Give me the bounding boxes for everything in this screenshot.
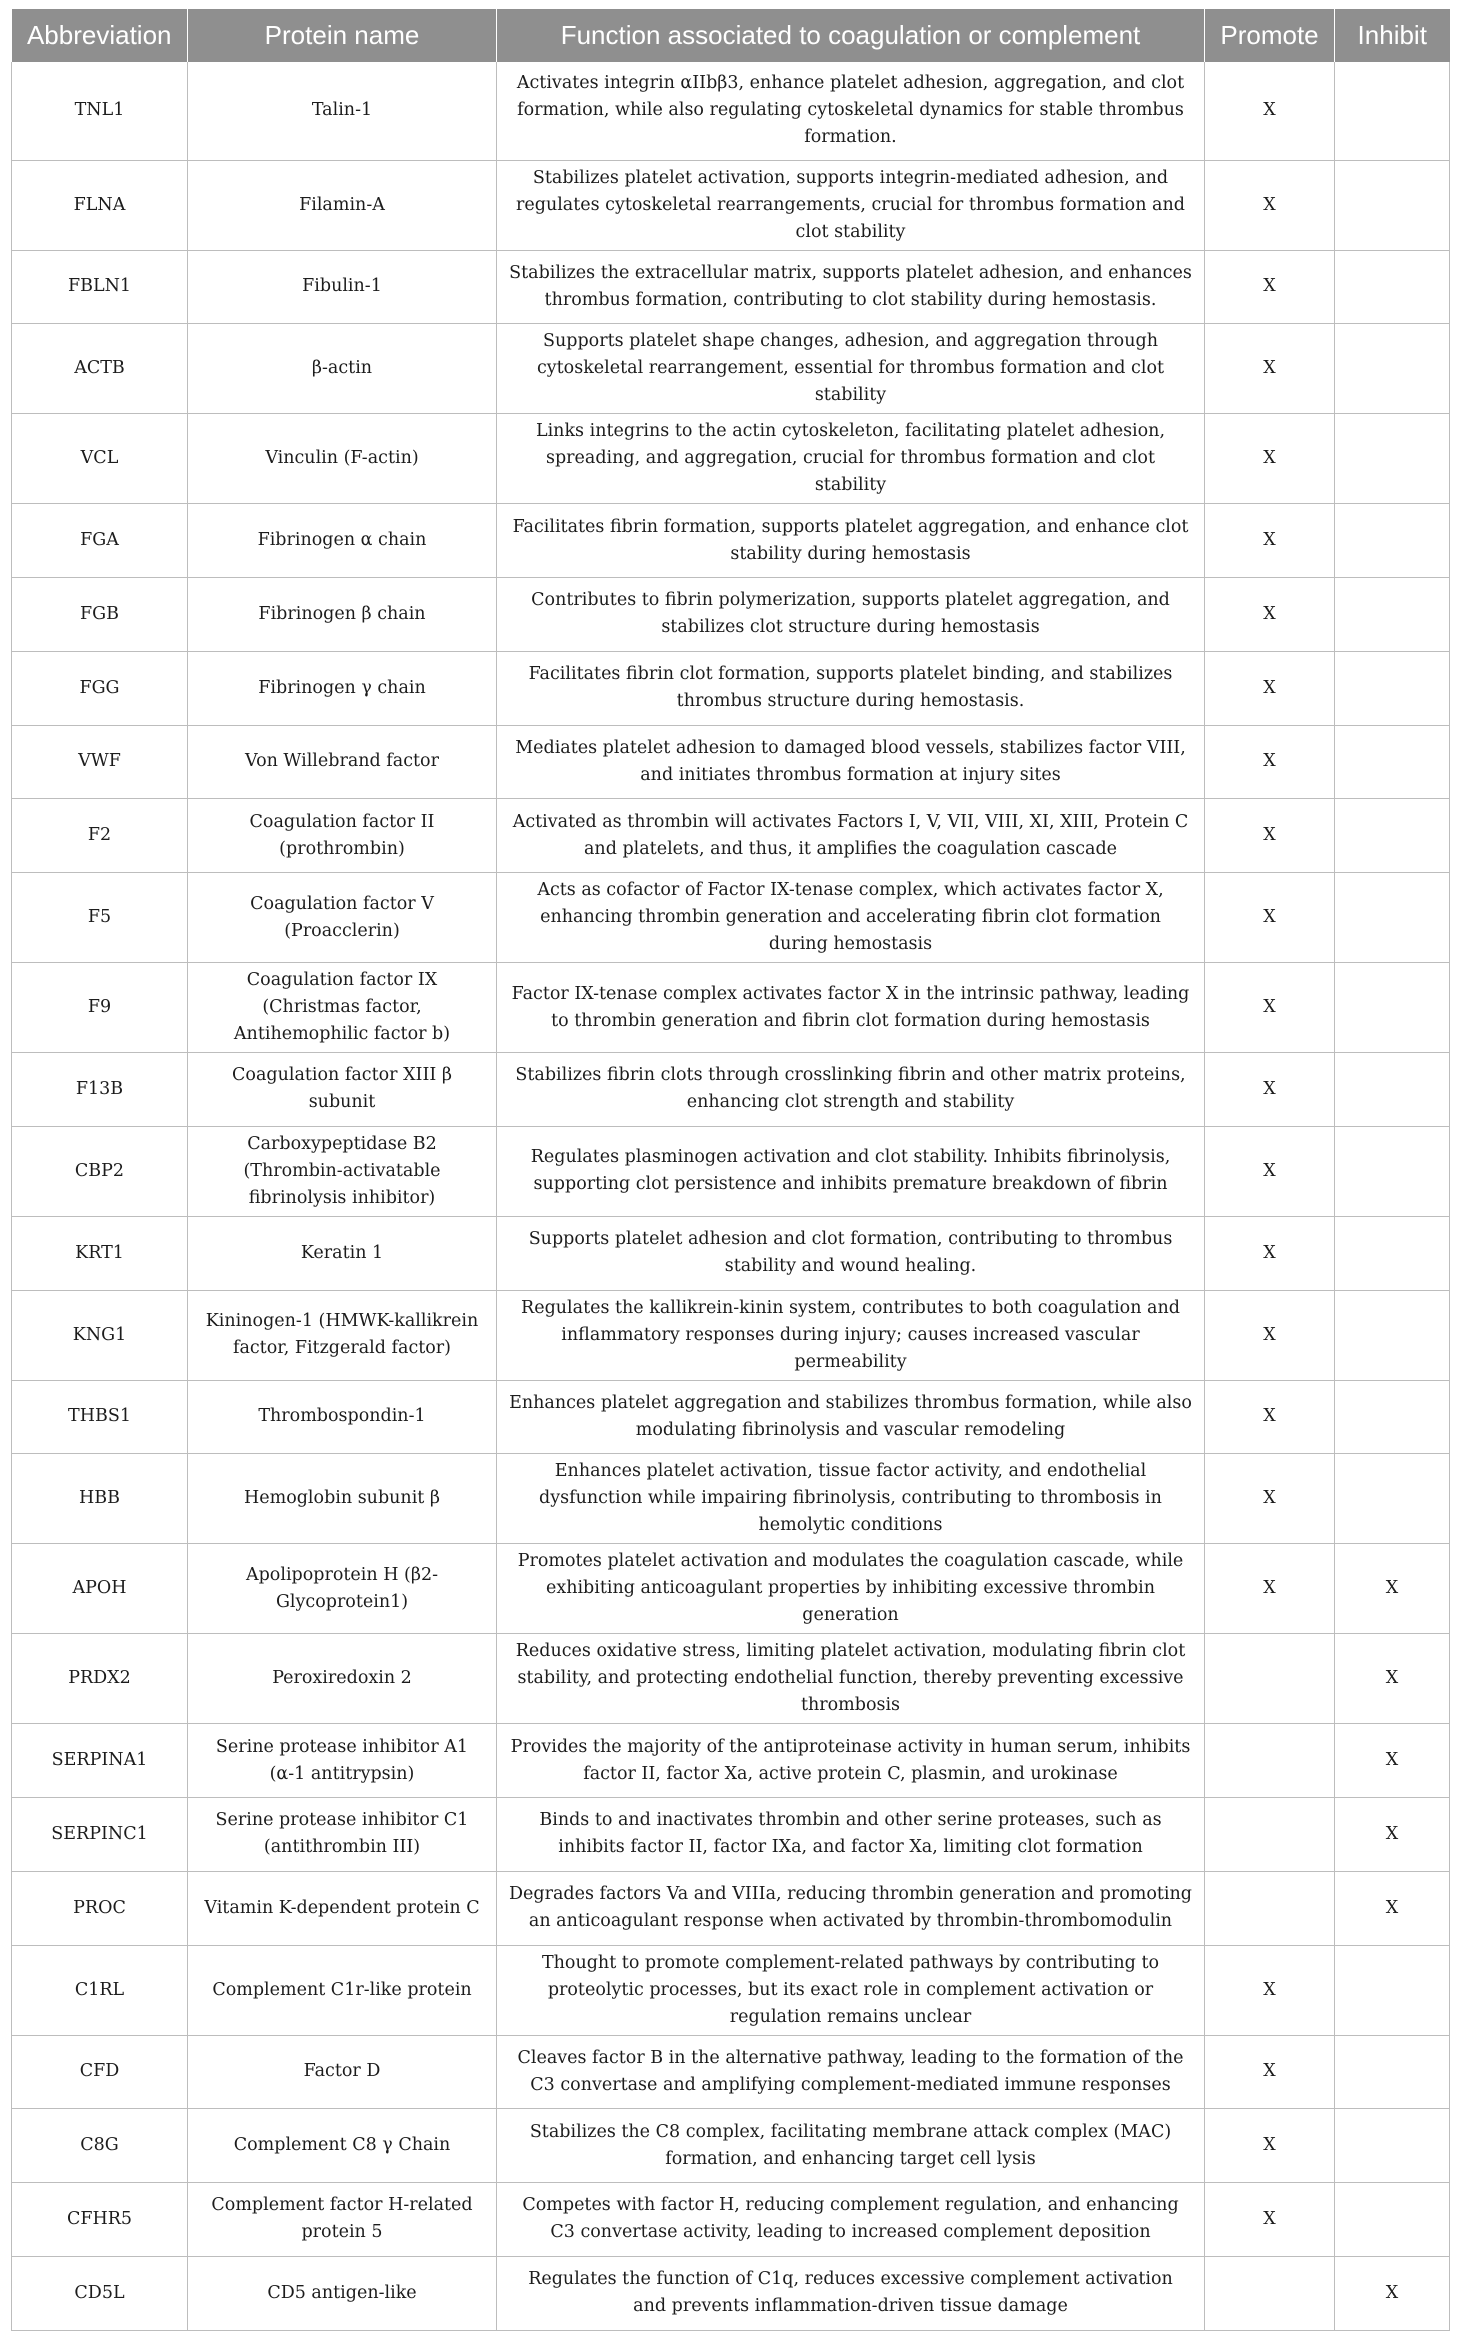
- cell-abbreviation: KRT1: [12, 1216, 188, 1290]
- header-inhibit: Inhibit: [1335, 9, 1450, 62]
- table-row: [12, 2109, 1450, 2183]
- cell-promote: X: [1205, 1945, 1335, 2035]
- cell-promote: X: [1205, 160, 1335, 250]
- cell-inhibit: [1335, 799, 1450, 873]
- protein-function-table: [11, 9, 1450, 2331]
- cell-protein-name: Coagulation factor II (prothrombin): [188, 799, 497, 873]
- cell-promote: [1205, 2256, 1335, 2330]
- cell-protein-name: Carboxypeptidase B2 (Thrombin-activatable fibrinolysis inhibitor): [188, 1126, 497, 1216]
- cell-protein-name: Coagulation factor V (Proacclerin): [188, 873, 497, 963]
- cell-abbreviation: APOH: [12, 1544, 188, 1634]
- cell-inhibit: [1335, 414, 1450, 504]
- cell-protein-name: Serine protease inhibitor A1 (α-1 antitrypsin): [188, 1724, 497, 1798]
- cell-promote: X: [1205, 963, 1335, 1053]
- cell-inhibit: [1335, 2183, 1450, 2257]
- cell-abbreviation: VCL: [12, 414, 188, 504]
- cell-abbreviation: F13B: [12, 1053, 188, 1127]
- cell-protein-name: Fibulin-1: [188, 250, 497, 324]
- cell-abbreviation: CBP2: [12, 1126, 188, 1216]
- table-row: [12, 578, 1450, 652]
- cell-function: Thought to promote complement-related pathways by contributing to proteolytic processes, but its exact role in complement activation or regulation remains unclear: [497, 1945, 1205, 2035]
- cell-abbreviation: CFHR5: [12, 2183, 188, 2257]
- cell-inhibit: [1335, 725, 1450, 799]
- header-row: [12, 9, 1450, 62]
- cell-abbreviation: F2: [12, 799, 188, 873]
- cell-inhibit: [1335, 1216, 1450, 1290]
- cell-promote: X: [1205, 1380, 1335, 1454]
- table-row: [12, 2183, 1450, 2257]
- cell-promote: X: [1205, 1216, 1335, 1290]
- cell-function: Contributes to fibrin polymerization, supports platelet aggregation, and stabilizes clot structure during hemostasis: [497, 578, 1205, 652]
- cell-inhibit: [1335, 2109, 1450, 2183]
- cell-promote: X: [1205, 1544, 1335, 1634]
- cell-function: Enhances platelet aggregation and stabilizes thrombus formation, while also modulating fibrinolysis and vascular remodeling: [497, 1380, 1205, 1454]
- table-row: [12, 1724, 1450, 1798]
- cell-function: Links integrins to the actin cytoskeleton, facilitating platelet adhesion, spreading, and aggregation, crucial for thrombus formation and clot stability: [497, 414, 1205, 504]
- cell-protein-name: Vitamin K-dependent protein C: [188, 1871, 497, 1945]
- cell-promote: X: [1205, 1290, 1335, 1380]
- table-row: [12, 250, 1450, 324]
- cell-promote: X: [1205, 2035, 1335, 2109]
- cell-promote: [1205, 1724, 1335, 1798]
- cell-protein-name: Fibrinogen α chain: [188, 504, 497, 578]
- cell-function: Reduces oxidative stress, limiting platelet activation, modulating fibrin clot stability, and protecting endothelial function, thereby preventing excessive thrombosis: [497, 1634, 1205, 1724]
- table-row: [12, 1126, 1450, 1216]
- cell-function: Provides the majority of the antiproteinase activity in human serum, inhibits factor II, factor Xa, active protein C, plasmin, and urokinase: [497, 1724, 1205, 1798]
- cell-abbreviation: VWF: [12, 725, 188, 799]
- cell-promote: X: [1205, 578, 1335, 652]
- cell-function: Supports platelet adhesion and clot formation, contributing to thrombus stability and wound healing.: [497, 1216, 1205, 1290]
- cell-inhibit: X: [1335, 1724, 1450, 1798]
- cell-inhibit: [1335, 2035, 1450, 2109]
- cell-promote: [1205, 1634, 1335, 1724]
- cell-protein-name: Von Willebrand factor: [188, 725, 497, 799]
- cell-function: Promotes platelet activation and modulates the coagulation cascade, while exhibiting anticoagulant properties by inhibiting excessive thrombin generation: [497, 1544, 1205, 1634]
- cell-promote: X: [1205, 2183, 1335, 2257]
- cell-promote: X: [1205, 1126, 1335, 1216]
- cell-inhibit: [1335, 62, 1450, 160]
- header-protein-name: Protein name: [188, 9, 497, 62]
- cell-function: Regulates plasminogen activation and clot stability. Inhibits fibrinolysis, supporting clot persistence and inhibits premature breakdown of fibrin: [497, 1126, 1205, 1216]
- cell-inhibit: [1335, 504, 1450, 578]
- cell-abbreviation: F9: [12, 963, 188, 1053]
- cell-promote: X: [1205, 414, 1335, 504]
- cell-abbreviation: FGB: [12, 578, 188, 652]
- cell-inhibit: [1335, 873, 1450, 963]
- cell-abbreviation: SERPINC1: [12, 1798, 188, 1872]
- table-row: [12, 2256, 1450, 2330]
- cell-abbreviation: TNL1: [12, 62, 188, 160]
- cell-protein-name: Fibrinogen β chain: [188, 578, 497, 652]
- cell-function: Enhances platelet activation, tissue factor activity, and endothelial dysfunction while impairing fibrinolysis, contributing to thrombosis in hemolytic conditions: [497, 1454, 1205, 1544]
- cell-protein-name: Hemoglobin subunit β: [188, 1454, 497, 1544]
- cell-inhibit: X: [1335, 2256, 1450, 2330]
- cell-protein-name: Serine protease inhibitor C1 (antithrombin III): [188, 1798, 497, 1872]
- cell-inhibit: [1335, 1053, 1450, 1127]
- table-row: [12, 1798, 1450, 1872]
- cell-inhibit: X: [1335, 1871, 1450, 1945]
- cell-abbreviation: F5: [12, 873, 188, 963]
- table-row: [12, 725, 1450, 799]
- cell-abbreviation: FGA: [12, 504, 188, 578]
- cell-abbreviation: FLNA: [12, 160, 188, 250]
- cell-abbreviation: CFD: [12, 2035, 188, 2109]
- cell-function: Stabilizes fibrin clots through crosslinking fibrin and other matrix proteins, enhancing clot strength and stability: [497, 1053, 1205, 1127]
- cell-inhibit: X: [1335, 1634, 1450, 1724]
- cell-abbreviation: PROC: [12, 1871, 188, 1945]
- cell-promote: X: [1205, 504, 1335, 578]
- table-row: [12, 504, 1450, 578]
- cell-abbreviation: C1RL: [12, 1945, 188, 2035]
- cell-function: Stabilizes the extracellular matrix, supports platelet adhesion, and enhances thrombus formation, contributing to clot stability during hemostasis.: [497, 250, 1205, 324]
- table-row: [12, 799, 1450, 873]
- cell-inhibit: [1335, 1126, 1450, 1216]
- cell-function: Binds to and inactivates thrombin and other serine proteases, such as inhibits factor II, factor IXa, and factor Xa, limiting clot formation: [497, 1798, 1205, 1872]
- cell-inhibit: [1335, 324, 1450, 414]
- table-row: [12, 1634, 1450, 1724]
- table-row: [12, 1216, 1450, 1290]
- cell-abbreviation: SERPINA1: [12, 1724, 188, 1798]
- cell-inhibit: [1335, 1290, 1450, 1380]
- cell-function: Stabilizes platelet activation, supports integrin-mediated adhesion, and regulates cytoskeletal rearrangements, crucial for thrombus formation and clot stability: [497, 160, 1205, 250]
- cell-function: Facilitates fibrin clot formation, supports platelet binding, and stabilizes thrombus structure during hemostasis.: [497, 651, 1205, 725]
- cell-protein-name: Talin-1: [188, 62, 497, 160]
- header-promote: Promote: [1205, 9, 1335, 62]
- cell-abbreviation: THBS1: [12, 1380, 188, 1454]
- cell-abbreviation: PRDX2: [12, 1634, 188, 1724]
- cell-inhibit: [1335, 250, 1450, 324]
- cell-protein-name: Keratin 1: [188, 1216, 497, 1290]
- cell-abbreviation: CD5L: [12, 2256, 188, 2330]
- table-body: [12, 62, 1450, 2330]
- cell-function: Cleaves factor B in the alternative pathway, leading to the formation of the C3 convertase and amplifying complement-mediated immune responses: [497, 2035, 1205, 2109]
- header-abbreviation: Abbreviation: [12, 9, 188, 62]
- cell-function: Regulates the function of C1q, reduces excessive complement activation and prevents inflammation-driven tissue damage: [497, 2256, 1205, 2330]
- cell-function: Activated as thrombin will activates Factors I, V, VII, VIII, XI, XIII, Protein C and platelets, and thus, it amplifies the coagulation cascade: [497, 799, 1205, 873]
- cell-protein-name: Apolipoprotein H (β2-Glycoprotein1): [188, 1544, 497, 1634]
- cell-protein-name: Kininogen-1 (HMWK-kallikrein factor, Fitzgerald factor): [188, 1290, 497, 1380]
- table-row: [12, 1380, 1450, 1454]
- table-row: [12, 1544, 1450, 1634]
- table-row: [12, 62, 1450, 160]
- cell-abbreviation: FBLN1: [12, 250, 188, 324]
- cell-function: Degrades factors Va and VIIIa, reducing thrombin generation and promoting an anticoagulant response when activated by thrombin-thrombomodulin: [497, 1871, 1205, 1945]
- cell-promote: X: [1205, 62, 1335, 160]
- table-row: [12, 1053, 1450, 1127]
- cell-promote: X: [1205, 324, 1335, 414]
- cell-function: Acts as cofactor of Factor IX-tenase complex, which activates factor X, enhancing thrombin generation and accelerating fibrin clot formation during hemostasis: [497, 873, 1205, 963]
- cell-protein-name: Complement C1r-like protein: [188, 1945, 497, 2035]
- header-function: Function associated to coagulation or complement: [497, 9, 1205, 62]
- cell-inhibit: [1335, 963, 1450, 1053]
- cell-protein-name: Filamin-A: [188, 160, 497, 250]
- cell-inhibit: X: [1335, 1544, 1450, 1634]
- cell-function: Mediates platelet adhesion to damaged blood vessels, stabilizes factor VIII, and initiates thrombus formation at injury sites: [497, 725, 1205, 799]
- cell-abbreviation: C8G: [12, 2109, 188, 2183]
- cell-promote: X: [1205, 250, 1335, 324]
- cell-inhibit: [1335, 651, 1450, 725]
- table-row: [12, 414, 1450, 504]
- cell-promote: X: [1205, 1053, 1335, 1127]
- cell-promote: X: [1205, 799, 1335, 873]
- cell-promote: X: [1205, 2109, 1335, 2183]
- table-row: [12, 324, 1450, 414]
- cell-protein-name: Factor D: [188, 2035, 497, 2109]
- cell-protein-name: Coagulation factor IX (Christmas factor, Antihemophilic factor b): [188, 963, 497, 1053]
- table-row: [12, 1454, 1450, 1544]
- cell-function: Supports platelet shape changes, adhesion, and aggregation through cytoskeletal rearrangement, essential for thrombus formation and clot stability: [497, 324, 1205, 414]
- table-row: [12, 873, 1450, 963]
- cell-protein-name: Complement factor H-related protein 5: [188, 2183, 497, 2257]
- cell-function: Activates integrin αIIbβ3, enhance platelet adhesion, aggregation, and clot formation, while also regulating cytoskeletal dynamics for stable thrombus formation.: [497, 62, 1205, 160]
- cell-protein-name: CD5 antigen-like: [188, 2256, 497, 2330]
- cell-promote: [1205, 1798, 1335, 1872]
- cell-protein-name: Complement C8 γ Chain: [188, 2109, 497, 2183]
- cell-inhibit: [1335, 1380, 1450, 1454]
- cell-function: Facilitates fibrin formation, supports platelet aggregation, and enhance clot stability during hemostasis: [497, 504, 1205, 578]
- cell-protein-name: Vinculin (F-actin): [188, 414, 497, 504]
- cell-inhibit: [1335, 578, 1450, 652]
- cell-function: Competes with factor H, reducing complement regulation, and enhancing C3 convertase activity, leading to increased complement deposition: [497, 2183, 1205, 2257]
- cell-protein-name: Thrombospondin-1: [188, 1380, 497, 1454]
- cell-abbreviation: KNG1: [12, 1290, 188, 1380]
- table-row: [12, 963, 1450, 1053]
- table-row: [12, 1945, 1450, 2035]
- cell-protein-name: Coagulation factor XIII β subunit: [188, 1053, 497, 1127]
- cell-abbreviation: FGG: [12, 651, 188, 725]
- cell-promote: X: [1205, 651, 1335, 725]
- cell-inhibit: [1335, 1945, 1450, 2035]
- cell-protein-name: Peroxiredoxin 2: [188, 1634, 497, 1724]
- cell-protein-name: β-actin: [188, 324, 497, 414]
- table-row: [12, 160, 1450, 250]
- cell-inhibit: X: [1335, 1798, 1450, 1872]
- cell-promote: X: [1205, 1454, 1335, 1544]
- table-row: [12, 651, 1450, 725]
- table-row: [12, 2035, 1450, 2109]
- cell-promote: [1205, 1871, 1335, 1945]
- cell-promote: X: [1205, 725, 1335, 799]
- cell-promote: X: [1205, 873, 1335, 963]
- cell-function: Regulates the kallikrein-kinin system, contributes to both coagulation and inflammatory responses during injury; causes increased vascular permeability: [497, 1290, 1205, 1380]
- cell-abbreviation: ACTB: [12, 324, 188, 414]
- cell-inhibit: [1335, 1454, 1450, 1544]
- cell-inhibit: [1335, 160, 1450, 250]
- cell-function: Factor IX-tenase complex activates factor X in the intrinsic pathway, leading to thrombin generation and fibrin clot formation during hemostasis: [497, 963, 1205, 1053]
- cell-abbreviation: HBB: [12, 1454, 188, 1544]
- table-row: [12, 1871, 1450, 1945]
- cell-protein-name: Fibrinogen γ chain: [188, 651, 497, 725]
- cell-function: Stabilizes the C8 complex, facilitating membrane attack complex (MAC) formation, and enhancing target cell lysis: [497, 2109, 1205, 2183]
- table-row: [12, 1290, 1450, 1380]
